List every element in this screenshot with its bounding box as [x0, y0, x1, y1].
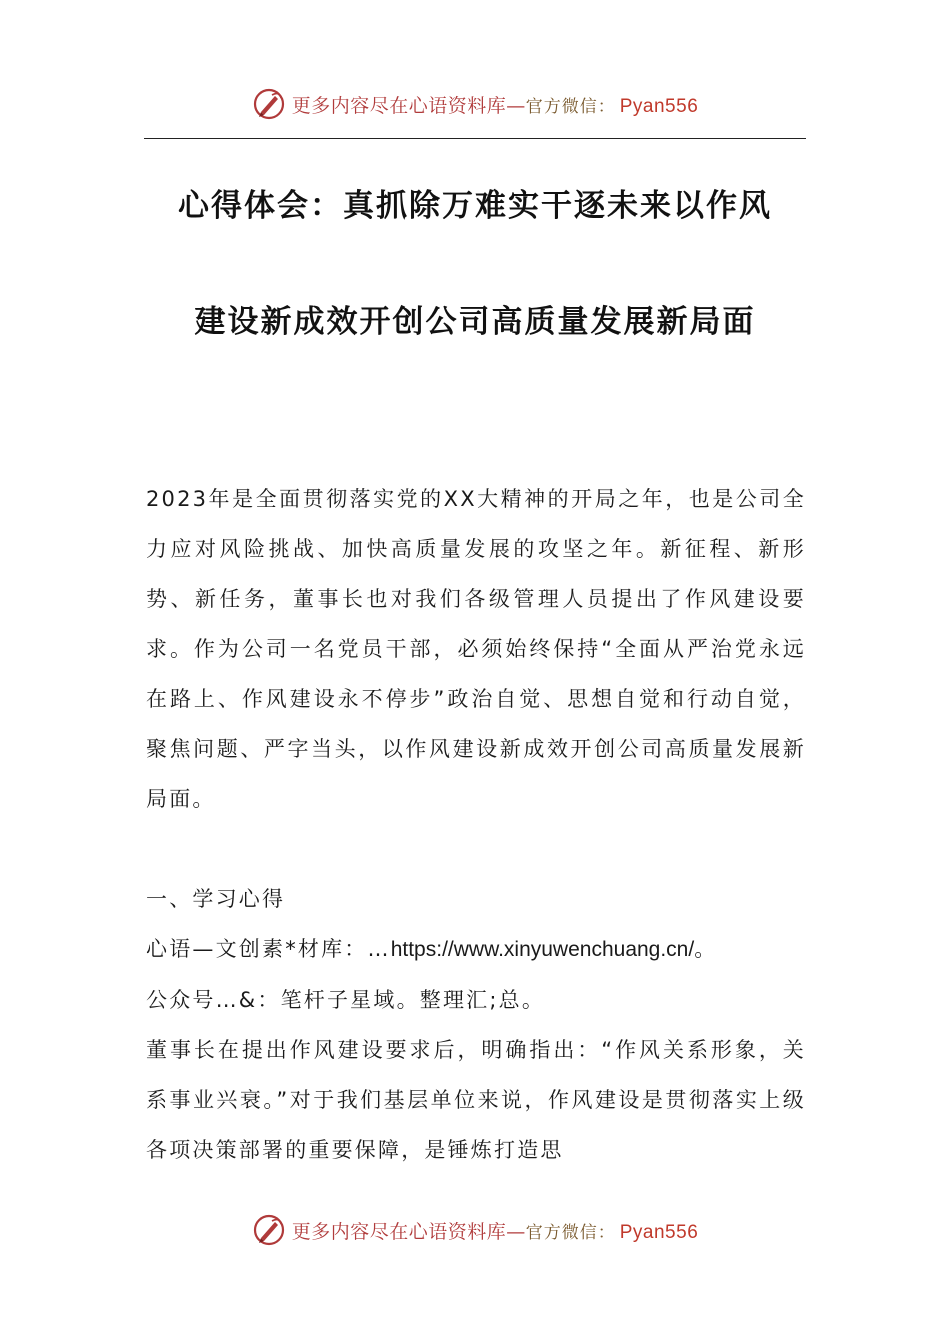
watermark-line-1 — [146, 924, 806, 975]
banner-text — [292, 1217, 699, 1244]
banner-main-text: 更多内容尽在心语资料库 — [291, 1220, 507, 1243]
watermark-line-2: 公众号…&：笔杆子星域。整理汇;总。 — [146, 988, 546, 1012]
banner-wechat-id: Pyan556 — [619, 1221, 699, 1243]
header-watermark-banner — [0, 84, 950, 124]
intro-paragraph: 2023年是全面贯彻落实党的XX大精神的开局之年，也是公司全力应对风险挑战、加快高质量发展的攻坚之年。新征程、新形势、新任务，董事长也对我们各级管理人员提出了作风建设要求。作为公司一名党员干部，必须始终保持“全面从严治党永远在路上、作风建设永不停步”政治自觉、思想自觉和行动自觉，聚焦问题、严字当头，以作风建设新成效开创公司高质量发展新局面。 — [146, 487, 806, 811]
intro-section — [146, 474, 806, 824]
banner-dash: — — [506, 1220, 526, 1243]
watermark-suffix: 。 — [694, 937, 718, 961]
study-section — [146, 874, 806, 1175]
pen-logo-icon — [252, 87, 286, 121]
watermark-prefix: 心语—文创素*材库：… — [146, 937, 391, 961]
footer-watermark-banner — [0, 1210, 950, 1250]
banner-main-text: 更多内容尽在心语资料库 — [291, 94, 507, 117]
section-heading: 一、学习心得 — [146, 887, 286, 911]
pen-logo-icon — [252, 1213, 286, 1247]
banner-text — [292, 91, 699, 118]
document-title-line-2: 建设新成效开创公司高质量发展新局面 — [194, 304, 756, 340]
header-divider — [144, 138, 806, 139]
banner-wechat-id: Pyan556 — [619, 95, 699, 117]
banner-dash: — — [506, 94, 526, 117]
banner-wechat-label: 官方微信： — [525, 1222, 616, 1243]
document-title-line-1: 心得体会：真抓除万难实干逐未来以作风 — [178, 188, 772, 224]
watermark-url: https://www.xinyuwenchuang.cn/ — [390, 938, 695, 961]
banner-wechat-label: 官方微信： — [525, 96, 616, 117]
paragraph-2: 董事长在提出作风建设要求后，明确指出：“作风关系形象，关系事业兴衰。”对于我们基层单位来说，作风建设是贯彻落实上级各项决策部署的重要保障，是锤炼打造思 — [146, 1038, 806, 1162]
